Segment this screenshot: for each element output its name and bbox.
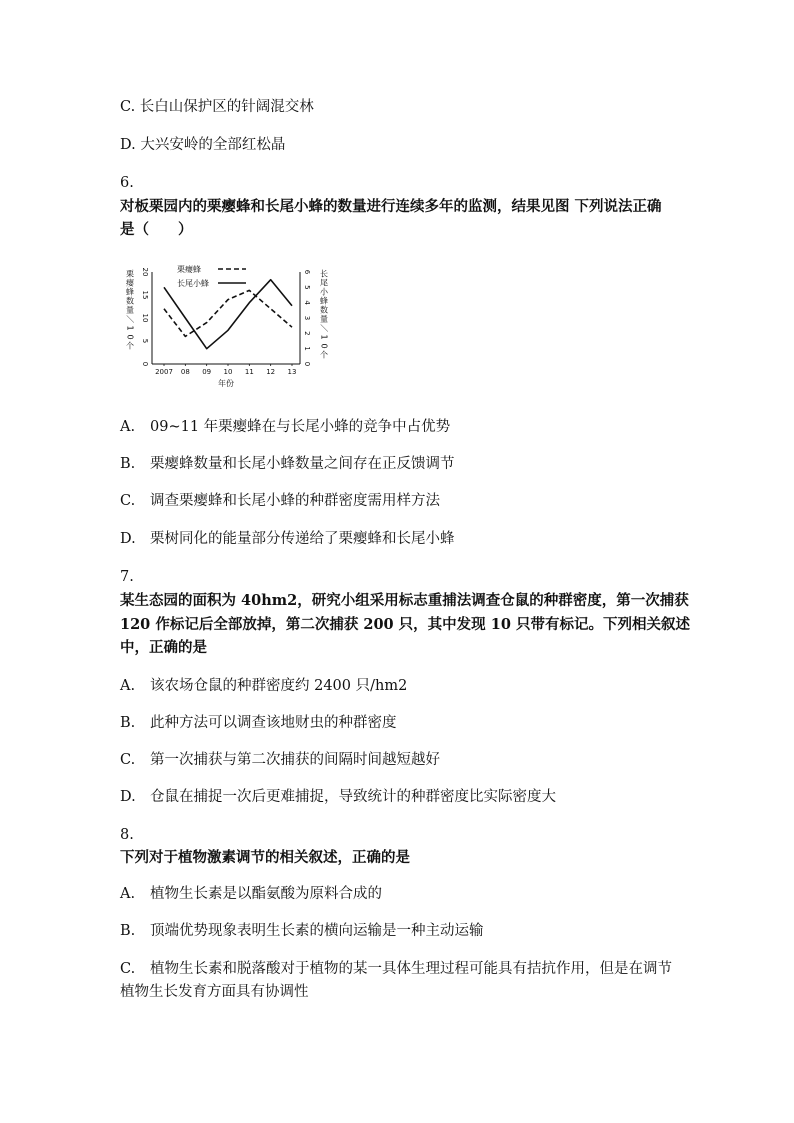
q7-option-d-text: 仓鼠在捕捉一次后更难捕捉，导致统计的种群密度比实际密度大	[150, 789, 556, 805]
left-tick-label: 10	[141, 313, 149, 323]
q6-option-d-label: D.	[120, 531, 136, 547]
left-tick-label: 0	[141, 361, 149, 367]
left-axis-label	[126, 270, 135, 351]
q6-option-c-label: C.	[120, 493, 136, 509]
series-line-1	[164, 280, 292, 349]
x-tick-label: 09	[202, 368, 212, 376]
q8-option-b-text: 顶端优势现象表明生长素的横向运输是一种主动运输	[150, 923, 484, 939]
q8-option-c-label: C.	[120, 961, 136, 977]
q7-option-b-text: 此种方法可以调查该地财虫的种群密度	[150, 715, 397, 731]
q7-option-d-label: D.	[120, 789, 136, 805]
q7-option-c-label: C.	[120, 752, 136, 768]
x-axis-label: 年份	[218, 379, 234, 388]
q7-option-a-label: A.	[120, 678, 136, 694]
left-tick-label: 20	[141, 267, 149, 277]
q5-option-c-text: 长白山保护区的针阔混交林	[139, 99, 314, 115]
q5-option-d-text: 大兴安岭的全部红松晶	[140, 137, 286, 153]
q6-chart-svg	[120, 258, 340, 398]
q5-option-d	[120, 134, 285, 156]
right-tick-label: 0	[303, 361, 311, 367]
right-axis-label-char: 小	[320, 287, 328, 297]
right-tick-label: 4	[303, 300, 311, 305]
q6-option-a	[120, 416, 450, 438]
q5-option-c	[120, 96, 314, 118]
x-tick-label: 13	[287, 368, 297, 376]
q7-number: 7.	[120, 569, 134, 585]
q6-option-a-text: 09~11 年栗瘿蜂在与长尾小蜂的竞争中占优势	[150, 419, 451, 435]
q6-option-a-label: A.	[120, 419, 136, 435]
q7-option-a	[120, 675, 407, 697]
left-axis-label-char: 数	[126, 296, 134, 306]
right-axis-label-char: ／	[319, 324, 329, 332]
q7-stem-line3: 中，正确的是	[120, 639, 207, 656]
left-axis-label-char: 0	[125, 334, 135, 340]
left-axis-label-char: ／	[125, 315, 135, 323]
q8-number: 8.	[120, 827, 134, 843]
left-axis-label-char: 个	[126, 341, 134, 351]
right-axis-label-char: 蜂	[320, 296, 328, 306]
left-axis-label-char: 1	[125, 325, 135, 331]
left-axis-label-char: 蜂	[126, 287, 134, 297]
legend-label-0: 栗瘿蜂	[177, 265, 201, 274]
q6-option-b-label: B.	[120, 456, 136, 472]
q8-option-b-label: B.	[120, 923, 136, 939]
right-axis-label-char: 尾	[320, 278, 328, 288]
q7-option-b-label: B.	[120, 715, 136, 731]
q7-option-c-text: 第一次捕获与第二次捕获的间隔时间越短越好	[150, 752, 440, 768]
right-axis-label-char: 数	[320, 305, 328, 315]
left-axis-label-char: 瘿	[126, 278, 134, 288]
right-axis-label-char: 个	[320, 350, 328, 360]
q8-option-a-label: A.	[120, 886, 136, 902]
q6-option-b-text: 栗瘿蜂数量和长尾小蜂数量之间存在正反馈调节	[150, 456, 455, 472]
q5-option-c-label: C.	[120, 99, 136, 115]
q7-stem-line2: 120 作标记后全部放掉，第二次捕获 200 只，其中发现 10 只带有标记。下列相关叙述	[120, 616, 690, 633]
legend-label-1: 长尾小蜂	[177, 279, 209, 288]
q7-option-a-text: 该农场仓鼠的种群密度约 2400 只/hm2	[150, 678, 408, 694]
q8-option-a	[120, 883, 382, 905]
q7-option-b	[120, 712, 397, 734]
chart-series	[164, 280, 292, 349]
x-tick-label: 2007	[155, 368, 173, 376]
right-axis-label-char: 量	[320, 314, 328, 324]
x-tick-label: 08	[180, 368, 190, 376]
q6-option-d	[120, 528, 455, 550]
right-axis-label-char: 长	[320, 269, 328, 279]
right-tick-label: 1	[303, 346, 311, 351]
q6-stem-line2: 是（ ）	[120, 221, 193, 238]
left-axis-label-char: 栗	[126, 269, 134, 279]
right-axis-label	[320, 270, 330, 360]
q7-stem-line1: 某生态园的面积为 40hm2，研究小组采用标志重捕法调查仓鼠的种群密度，第一次捕获	[120, 592, 689, 609]
q7-option-d	[120, 786, 556, 808]
chart-legend	[177, 264, 246, 288]
q6-option-b	[120, 453, 455, 475]
right-tick-label: 3	[303, 315, 311, 321]
q5-option-d-label: D.	[120, 137, 136, 153]
q8-stem-line1: 下列对于植物激素调节的相关叙述，正确的是	[120, 849, 410, 866]
right-tick-label: 2	[303, 331, 311, 336]
left-axis-label-char: 量	[126, 305, 134, 315]
q6-chart	[120, 258, 340, 398]
right-axis-label-char: 1	[319, 334, 329, 340]
chart-axes	[152, 272, 300, 364]
q8-option-c-line2: 植物生长发育方面具有协调性	[120, 984, 309, 1000]
x-tick-label: 12	[266, 368, 276, 376]
q6-option-c	[120, 490, 440, 512]
q8-option-b	[120, 920, 484, 942]
q6-option-c-text: 调查栗瘿蜂和长尾小蜂的种群密度需用样方法	[150, 493, 440, 509]
x-tick-label: 11	[244, 368, 254, 376]
left-tick-label: 5	[141, 338, 149, 344]
x-tick-label: 10	[223, 368, 233, 376]
q8-option-a-text: 植物生长素是以酯氨酸为原料合成的	[150, 886, 382, 902]
q7-option-c	[120, 749, 440, 771]
left-tick-label: 15	[141, 290, 149, 300]
right-tick-label: 5	[303, 285, 311, 290]
q6-number: 6.	[120, 175, 134, 191]
right-tick-label: 6	[303, 269, 311, 275]
q8-option-c	[120, 958, 672, 980]
q6-option-d-text: 栗树同化的能量部分传递给了栗瘿蜂和长尾小蜂	[150, 531, 455, 547]
q6-stem-line1: 对板栗园内的栗瘿蜂和长尾小蜂的数量进行连续多年的监测，结果见图 下列说法正确	[120, 198, 662, 215]
q8-option-c-text: 植物生长素和脱落酸对于植物的某一具体生理过程可能具有拮抗作用，但是在调节	[150, 961, 672, 977]
right-axis-label-char: 0	[319, 343, 329, 349]
